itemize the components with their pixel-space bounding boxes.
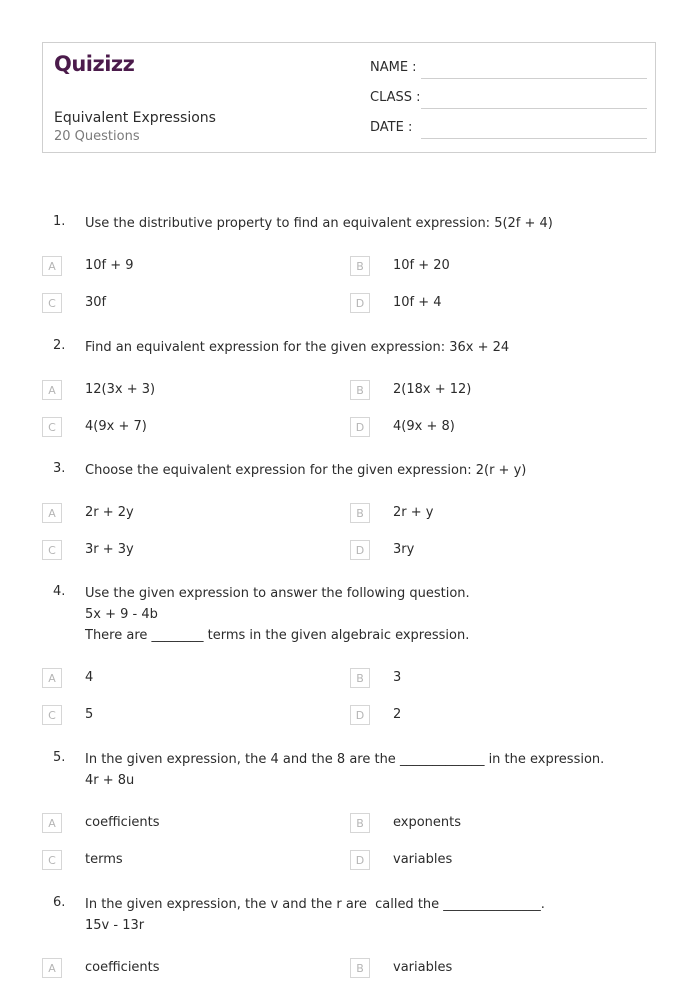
option-letter: B [350,813,370,833]
question-number: 5. [53,750,66,765]
option-text: 4(9x + 8) [393,419,455,434]
name-label: NAME : [370,60,417,75]
answer-option[interactable] [42,380,322,402]
option-text: coefficients [85,815,160,830]
question-count: 20 Questions [54,129,140,144]
answer-option[interactable] [350,850,630,872]
answer-option[interactable] [350,380,630,402]
answer-option[interactable] [350,256,630,278]
option-text: 10f + 4 [393,295,442,310]
option-letter: C [42,417,62,437]
question-text: Use the distributive property to find an equivalent expression: 5(2f + 4) [85,216,553,231]
option-text: 30f [85,295,107,310]
option-text: 2r + 2y [85,505,134,520]
question-text: In the given expression, the 4 and the 8 are the _____________ in the expression. 4r + 8u [85,752,605,788]
question-text: Choose the equivalent expression for the given expression: 2(r + y) [85,463,527,478]
question-text: Use the given expression to answer the following question. 5x + 9 - 4b There are ________ terms in the given algebraic expression. [85,586,470,643]
option-letter: A [42,256,62,276]
question-number: 1. [53,214,66,229]
question-number: 6. [53,895,66,910]
option-text: 4 [85,670,94,685]
option-letter: B [350,668,370,688]
quizizz-logo: Quizizz [54,52,135,76]
answer-option[interactable] [350,503,630,525]
answer-option[interactable] [42,503,322,525]
option-text: 3r + 3y [85,542,134,557]
answer-option[interactable] [350,668,630,690]
option-text: 2(18x + 12) [393,382,472,397]
question-number: 4. [53,584,66,599]
question-text: Find an equivalent expression for the given expression: 36x + 24 [85,340,510,355]
option-letter: A [42,958,62,978]
answer-option[interactable] [350,293,630,315]
option-text: 10f + 20 [393,258,450,273]
option-text: 2 [393,707,402,722]
option-letter: B [350,503,370,523]
answer-option[interactable] [350,540,630,562]
option-letter: D [350,705,370,725]
option-letter: A [42,668,62,688]
answer-option[interactable] [42,293,322,315]
answer-option[interactable] [350,958,630,980]
option-text: 2r + y [393,505,434,520]
option-letter: C [42,705,62,725]
answer-option[interactable] [350,417,630,439]
answer-option[interactable] [350,705,630,727]
answer-option[interactable] [42,668,322,690]
question-text: In the given expression, the v and the r are called the _______________. 15v - 13r [85,897,545,933]
question-number: 2. [53,338,66,353]
option-letter: D [350,293,370,313]
answer-option[interactable] [42,417,322,439]
option-letter: A [42,503,62,523]
option-letter: B [350,380,370,400]
name-line [421,78,647,79]
answer-option[interactable] [42,705,322,727]
worksheet-header [42,42,656,153]
option-text: variables [393,852,453,867]
question-number: 3. [53,461,66,476]
answer-option[interactable] [42,540,322,562]
option-text: exponents [393,815,462,830]
option-letter: C [42,293,62,313]
option-text: 10f + 9 [85,258,134,273]
option-text: 4(9x + 7) [85,419,147,434]
option-letter: C [42,540,62,560]
worksheet-title: Equivalent Expressions [54,110,216,126]
answer-option[interactable] [42,850,322,872]
option-text: terms [85,852,123,867]
option-text: 12(3x + 3) [85,382,156,397]
answer-option[interactable] [42,813,322,835]
answer-option[interactable] [42,958,322,980]
date-line [421,138,647,139]
option-text: variables [393,960,453,975]
answer-option[interactable] [350,813,630,835]
option-letter: D [350,540,370,560]
option-letter: D [350,850,370,870]
option-letter: A [42,380,62,400]
option-letter: B [350,256,370,276]
option-text: 5 [85,707,94,722]
option-text: 3 [393,670,402,685]
option-letter: A [42,813,62,833]
option-letter: D [350,417,370,437]
date-label: DATE : [370,120,413,135]
option-text: coefficients [85,960,160,975]
answer-option[interactable] [42,256,322,278]
option-letter: C [42,850,62,870]
option-letter: B [350,958,370,978]
option-text: 3ry [393,542,415,557]
class-line [421,108,647,109]
class-label: CLASS : [370,90,421,105]
